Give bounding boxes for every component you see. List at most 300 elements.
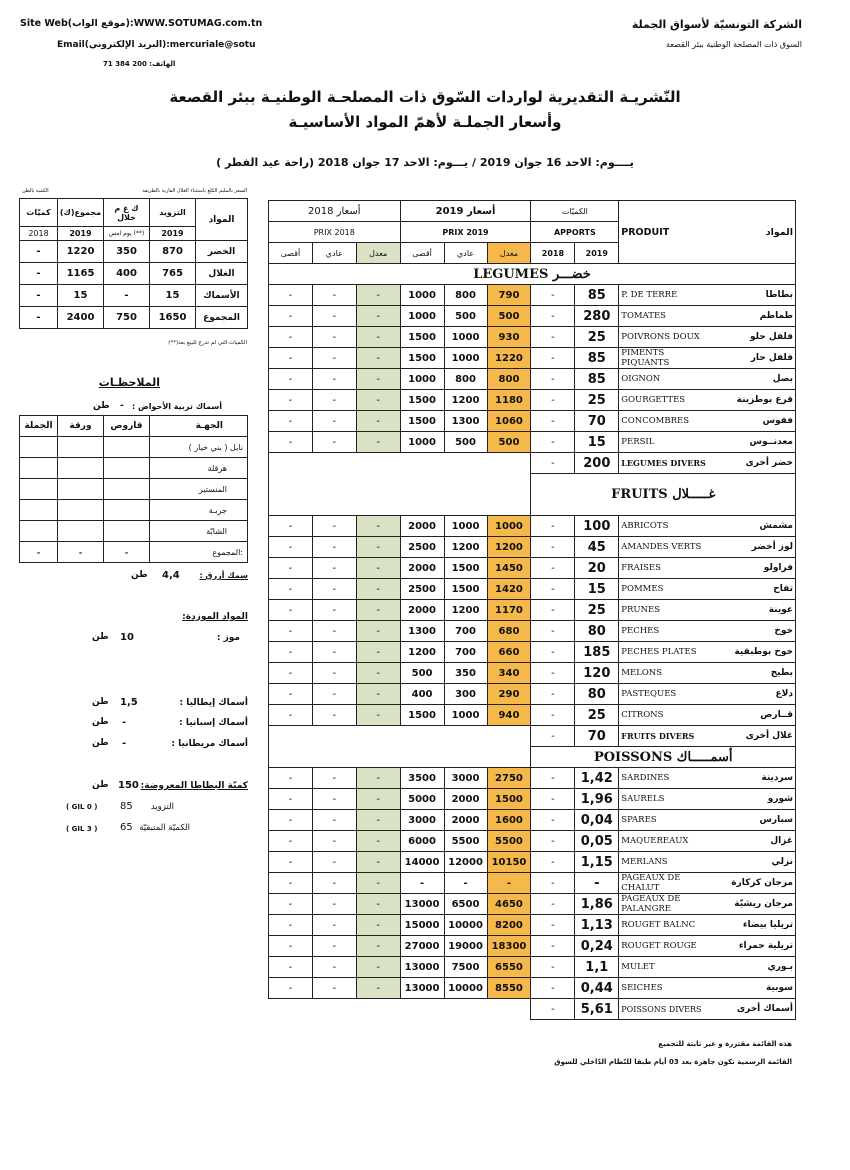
- product-fr: FRUITS DIVERS: [619, 726, 707, 747]
- cell: 1170: [487, 600, 531, 621]
- cell: 0,44: [575, 978, 619, 999]
- summary-table: [19, 198, 248, 329]
- cell: -: [20, 307, 58, 329]
- cell: 25: [575, 327, 619, 348]
- cell: 70: [575, 411, 619, 432]
- product-ar: دلاع: [707, 684, 796, 705]
- product-ar: بطيخ: [707, 663, 796, 684]
- product-fr: PAGEAUX DE PALANGRE: [619, 894, 707, 915]
- table-row: [269, 558, 796, 579]
- product-ar: مرجان كركارة: [707, 873, 796, 894]
- cell: 15: [58, 285, 104, 307]
- fruits-rows: [269, 516, 796, 726]
- cell: 12000: [444, 852, 487, 873]
- hdr-quantities: الكميّات: [531, 201, 619, 222]
- email[interactable]: Email(البريد الإلكتروني):mercuriale@sotu: [57, 40, 256, 50]
- cell: 1000: [400, 369, 444, 390]
- cell: 2000: [400, 516, 444, 537]
- cell: -: [531, 537, 575, 558]
- title-line-1: النّشريـة التقديرية لواردات السّوق ذات المصلحـة الوطنيـة ببئر القصعة: [169, 88, 681, 106]
- cell: 500: [487, 432, 531, 453]
- product-ar: سردينة: [707, 768, 796, 789]
- cell: -: [531, 327, 575, 348]
- cell: 200: [575, 453, 619, 474]
- cell: -: [312, 705, 356, 726]
- cell: 1200: [400, 642, 444, 663]
- cell: -: [531, 600, 575, 621]
- col-leaf: ورقة: [58, 416, 104, 437]
- cell: 400: [104, 263, 150, 285]
- cell: -: [531, 768, 575, 789]
- product-fr: MULET: [619, 957, 707, 978]
- cell: 15: [150, 285, 196, 307]
- product-ar: فقوس: [707, 411, 796, 432]
- cell: -: [356, 705, 400, 726]
- hdr-remaining: ك غ م خلال: [104, 199, 150, 227]
- cell: 340: [487, 663, 531, 684]
- region-chebba: الشابّة: [150, 521, 248, 542]
- cell: 6500: [444, 894, 487, 915]
- cell: -: [269, 978, 313, 999]
- cell: -: [312, 432, 356, 453]
- product-ar: قــارص: [707, 705, 796, 726]
- banana-val: 10: [120, 632, 134, 643]
- product-ar: بـوري: [707, 957, 796, 978]
- cell: 400: [400, 684, 444, 705]
- cell: 0,05: [575, 831, 619, 852]
- cell: 10000: [444, 915, 487, 936]
- cell: 8550: [487, 978, 531, 999]
- cell: 2000: [444, 789, 487, 810]
- hdr-prices-2019: أسعار 2019: [400, 201, 531, 222]
- table-row: [269, 621, 796, 642]
- cell: 85: [575, 285, 619, 306]
- sub-2018: 2018: [20, 227, 58, 241]
- cell: 6000: [400, 831, 444, 852]
- cell: 70: [575, 726, 619, 747]
- product-ar: خوخ: [707, 621, 796, 642]
- cell: -: [531, 831, 575, 852]
- cell: -: [312, 285, 356, 306]
- table-row: [269, 600, 796, 621]
- cell: -: [20, 241, 58, 263]
- cell: 7500: [444, 957, 487, 978]
- cell: -: [531, 348, 575, 369]
- cell: -: [269, 411, 313, 432]
- cell: 500: [444, 432, 487, 453]
- table-row: [269, 327, 796, 348]
- cell: -: [531, 621, 575, 642]
- cell: 19000: [444, 936, 487, 957]
- product-fr: ROUGET ROUGE: [619, 936, 707, 957]
- cell: -: [269, 537, 313, 558]
- cell: -: [356, 810, 400, 831]
- product-ar: فلفل حلو: [707, 327, 796, 348]
- cell: 1060: [487, 411, 531, 432]
- cell: 790: [487, 285, 531, 306]
- cell: -: [269, 369, 313, 390]
- product-fr: GOURGETTES: [619, 390, 707, 411]
- cell: -: [356, 642, 400, 663]
- left-notes: [22, 188, 247, 194]
- product-ar: شورو: [707, 789, 796, 810]
- cell: 2400: [58, 307, 104, 329]
- cell: 1500: [400, 411, 444, 432]
- total-val: -: [58, 542, 104, 563]
- spain-label: أسماك إسبانيا :: [179, 718, 248, 728]
- gil3: ( GIL 3 ): [66, 825, 98, 833]
- cell: 1200: [444, 600, 487, 621]
- section-fruits: FRUITS غـــــلال: [531, 474, 796, 516]
- cell: 1300: [444, 411, 487, 432]
- cell: 14000: [400, 852, 444, 873]
- product-fr: SEICHES: [619, 978, 707, 999]
- product-fr: CITRONS: [619, 705, 707, 726]
- product-ar: سوبية: [707, 978, 796, 999]
- cell: -: [312, 915, 356, 936]
- cell: 1,96: [575, 789, 619, 810]
- cell: -: [269, 915, 313, 936]
- hdr-max-2019: أقصى: [400, 243, 444, 264]
- region-nabeul: نابل ( بني خيار ): [150, 437, 248, 458]
- cell: 80: [575, 684, 619, 705]
- prices-table: [268, 200, 796, 1020]
- cell: 1500: [400, 327, 444, 348]
- cell: -: [312, 684, 356, 705]
- cell: 800: [444, 285, 487, 306]
- spain-val: -: [122, 717, 127, 728]
- cell: 85: [575, 369, 619, 390]
- cell: 500: [487, 306, 531, 327]
- potato-label: كميّة البطاطا المعروضة:: [140, 781, 248, 791]
- product-ar: فلفل حار: [707, 348, 796, 369]
- cell: -: [269, 558, 313, 579]
- cell: 3000: [444, 768, 487, 789]
- cell: -: [312, 936, 356, 957]
- cell: -: [312, 600, 356, 621]
- imported-title: المواد الموزدة:: [182, 612, 248, 622]
- cell: 1420: [487, 579, 531, 600]
- hdr-prix-2019: PRIX 2019: [400, 222, 531, 243]
- hdr-year-2019: 2019: [575, 243, 619, 264]
- cell: -: [356, 978, 400, 999]
- table-row: [269, 306, 796, 327]
- cell: -: [531, 936, 575, 957]
- footer-note-2: القائمة الرسمية تكون جاهزة بعد 03 أيام طبقا للنّظام الدّاخلي للسوق: [554, 1058, 792, 1066]
- cell: 1000: [400, 432, 444, 453]
- cell: -: [531, 306, 575, 327]
- ton-unit: طن: [131, 570, 148, 580]
- product-fr: ROUGET BALNC: [619, 915, 707, 936]
- cell: 5,61: [575, 999, 619, 1020]
- table-row: [269, 810, 796, 831]
- product-fr: FRAISES: [619, 558, 707, 579]
- cell: -: [312, 516, 356, 537]
- site-web[interactable]: Site Web(موقع الواب):WWW.SOTUMAG.com.tn: [20, 18, 263, 29]
- sub-2019: 2019: [58, 227, 104, 241]
- cell: 1000: [400, 306, 444, 327]
- table-row: [269, 537, 796, 558]
- cell: 2500: [400, 579, 444, 600]
- table-row: [269, 390, 796, 411]
- sub-yesterday: يوم امس (**): [104, 227, 150, 241]
- cell: 800: [487, 369, 531, 390]
- table-row: [269, 432, 796, 453]
- cell: 1600: [487, 810, 531, 831]
- cell: -: [312, 852, 356, 873]
- cell: -: [20, 285, 58, 307]
- ton-unit: طن: [92, 717, 109, 727]
- cell: -: [269, 684, 313, 705]
- row-label: المجموع: [196, 307, 248, 329]
- cell: -: [356, 621, 400, 642]
- potato-val: 150: [118, 780, 139, 791]
- cell: -: [356, 957, 400, 978]
- cell: -: [269, 285, 313, 306]
- region-monastir: المنستير: [150, 479, 248, 500]
- cell: 2500: [400, 537, 444, 558]
- cell: 15000: [400, 915, 444, 936]
- cell: -: [356, 684, 400, 705]
- cell: 1,42: [575, 768, 619, 789]
- remarks-table: [19, 415, 248, 563]
- cell: 25: [575, 390, 619, 411]
- cell: 8200: [487, 915, 531, 936]
- cell: 120: [575, 663, 619, 684]
- cell: -: [269, 894, 313, 915]
- cell: 1000: [400, 285, 444, 306]
- hdr-prix-2018: PRIX 2018: [269, 222, 401, 243]
- product-ar: غزال: [707, 831, 796, 852]
- cell: -: [269, 390, 313, 411]
- cell: -: [356, 285, 400, 306]
- price-note: السعر بالمليم الكلغ باستثناء الغلال القارية بالطريقة: [142, 188, 247, 194]
- cell: -: [356, 936, 400, 957]
- remarks-title: الملاحظـات: [98, 376, 160, 389]
- hdr-norm-2018: عادي: [312, 243, 356, 264]
- product-fr: SPARES: [619, 810, 707, 831]
- cell: 700: [444, 642, 487, 663]
- gil0: ( GIL 0 ): [66, 803, 98, 811]
- product-fr: POISSONS DIVERS: [619, 999, 707, 1020]
- table-row: [269, 768, 796, 789]
- cell: -: [531, 789, 575, 810]
- total-val: -: [104, 542, 150, 563]
- cell: 2000: [444, 810, 487, 831]
- cell: -: [531, 642, 575, 663]
- fish-farm-label: أسماك تربية الأحواض :: [132, 402, 222, 411]
- cell: 5000: [400, 789, 444, 810]
- product-ar: عوينة: [707, 600, 796, 621]
- product-fr: MERLANS: [619, 852, 707, 873]
- cell: -: [104, 285, 150, 307]
- table-row: [269, 915, 796, 936]
- ton-unit: طن: [92, 738, 109, 748]
- cell: 1300: [400, 621, 444, 642]
- table-row: [269, 684, 796, 705]
- cell: -: [269, 789, 313, 810]
- cell: -: [356, 768, 400, 789]
- table-row: [269, 873, 796, 894]
- region-djerba: جربـة: [150, 500, 248, 521]
- cell: -: [269, 621, 313, 642]
- product-ar: خضر أخرى: [707, 453, 796, 474]
- sub-2019b: 2019: [150, 227, 196, 241]
- table-row: [269, 894, 796, 915]
- product-fr: ABRICOTS: [619, 516, 707, 537]
- ton-unit: طن: [92, 697, 109, 707]
- cell: 0,04: [575, 810, 619, 831]
- table-row: [269, 789, 796, 810]
- table-row: [269, 369, 796, 390]
- remaining-label: الكميّة المتبقيّة: [139, 823, 190, 833]
- cell: -: [269, 642, 313, 663]
- supply-val: 85: [120, 801, 133, 812]
- supply-label: التزويد: [150, 802, 174, 812]
- cell: 500: [400, 663, 444, 684]
- cell: -: [312, 558, 356, 579]
- product-ar: لوز أخضر: [707, 537, 796, 558]
- product-ar: تريلية حمراء: [707, 936, 796, 957]
- hdr-avg-2018: معدل: [356, 243, 400, 264]
- cell: -: [269, 768, 313, 789]
- table-row: [269, 663, 796, 684]
- cell: -: [312, 348, 356, 369]
- cell: -: [356, 369, 400, 390]
- product-fr: TOMATES: [619, 306, 707, 327]
- remaining-val: 65: [120, 822, 133, 833]
- col-bass: قاروص: [104, 416, 150, 437]
- cell: 2750: [487, 768, 531, 789]
- cell: 1220: [58, 241, 104, 263]
- cell: -: [531, 726, 575, 747]
- cell: -: [531, 957, 575, 978]
- cell: 2000: [400, 558, 444, 579]
- cell: -: [531, 978, 575, 999]
- cell: -: [531, 999, 575, 1020]
- cell: 1500: [487, 789, 531, 810]
- cell: -: [444, 873, 487, 894]
- cell: 4650: [487, 894, 531, 915]
- cell: -: [269, 705, 313, 726]
- cell: 0,24: [575, 936, 619, 957]
- cell: 45: [575, 537, 619, 558]
- row-label: الأسماك: [196, 285, 248, 307]
- row-label: الخضر: [196, 241, 248, 263]
- cell: -: [531, 390, 575, 411]
- italy-val: 1,5: [120, 697, 138, 708]
- cell: 1000: [444, 327, 487, 348]
- table-row: [269, 348, 796, 369]
- cell: 10000: [444, 978, 487, 999]
- qty-unit-note: الكمية بالطن: [22, 188, 49, 194]
- cell: 1180: [487, 390, 531, 411]
- cell: -: [269, 306, 313, 327]
- hdr-norm-2019: عادي: [444, 243, 487, 264]
- product-ar: طماطم: [707, 306, 796, 327]
- cell: 1,15: [575, 852, 619, 873]
- cell: -: [531, 705, 575, 726]
- cell: -: [531, 369, 575, 390]
- cell: -: [312, 978, 356, 999]
- cell: -: [356, 390, 400, 411]
- hdr-supply: التزويد: [150, 199, 196, 227]
- hdr-produit: PRODUIT: [619, 201, 707, 264]
- mauritania-val: -: [122, 738, 127, 749]
- cell: -: [531, 453, 575, 474]
- cell: -: [269, 600, 313, 621]
- hdr-qty2018: كميّات: [20, 199, 58, 227]
- cell: -: [531, 411, 575, 432]
- cell: 680: [487, 621, 531, 642]
- cell: -: [356, 600, 400, 621]
- cell: 660: [487, 642, 531, 663]
- cell: 10150: [487, 852, 531, 873]
- fish-farm-val: -: [120, 401, 124, 411]
- cell: -: [312, 768, 356, 789]
- cell: 1500: [400, 390, 444, 411]
- product-fr: MAQUEREAUX: [619, 831, 707, 852]
- table-row: [269, 936, 796, 957]
- product-fr: POIVRONS DOUX: [619, 327, 707, 348]
- company-name: الشركة التونسيّة لأسواق الجملة: [631, 18, 802, 31]
- cell: 930: [487, 327, 531, 348]
- table-row: [269, 831, 796, 852]
- cell: -: [356, 558, 400, 579]
- cell: 1,1: [575, 957, 619, 978]
- cell: 500: [444, 306, 487, 327]
- cell: 750: [104, 307, 150, 329]
- cell: 15: [575, 579, 619, 600]
- table-row: [269, 411, 796, 432]
- cell: 765: [150, 263, 196, 285]
- product-fr: POMMES: [619, 579, 707, 600]
- cell: -: [400, 873, 444, 894]
- date-line: يــــوم: الاحد 16 جوان 2019 / يـــوم: الاحد 17 جوان 2018 (راحة عيد الفطر ): [216, 156, 634, 169]
- cell: 1000: [444, 705, 487, 726]
- hdr-apports: APPORTS: [531, 222, 619, 243]
- cell: -: [356, 831, 400, 852]
- cell: 1165: [58, 263, 104, 285]
- cell: -: [312, 579, 356, 600]
- product-ar: مشمش: [707, 516, 796, 537]
- product-ar: بصل: [707, 369, 796, 390]
- section-legumes: LEGUMES خضـــر: [269, 264, 796, 285]
- cell: -: [312, 957, 356, 978]
- product-fr: AMANDES VERTS: [619, 537, 707, 558]
- cell: 1000: [487, 516, 531, 537]
- product-ar: فراولو: [707, 558, 796, 579]
- cell: -: [531, 558, 575, 579]
- table-row: [269, 285, 796, 306]
- table-row: [269, 852, 796, 873]
- cell: -: [312, 894, 356, 915]
- cell: -: [269, 810, 313, 831]
- cell: -: [269, 432, 313, 453]
- cell: -: [487, 873, 531, 894]
- cell: -: [531, 915, 575, 936]
- cell: 1000: [444, 516, 487, 537]
- cell: 1000: [444, 348, 487, 369]
- footer-note-1: هذه القائمة مقتررة و غير ثابتة للتجميع: [658, 1040, 792, 1048]
- cell: -: [312, 411, 356, 432]
- title-line-2: وأسعار الجملـة لأهمّ المواد الأساسيـة: [288, 113, 562, 131]
- row-label: الغلال: [196, 263, 248, 285]
- table-row: [269, 705, 796, 726]
- cell: 1200: [487, 537, 531, 558]
- cell: -: [531, 810, 575, 831]
- cell: -: [356, 411, 400, 432]
